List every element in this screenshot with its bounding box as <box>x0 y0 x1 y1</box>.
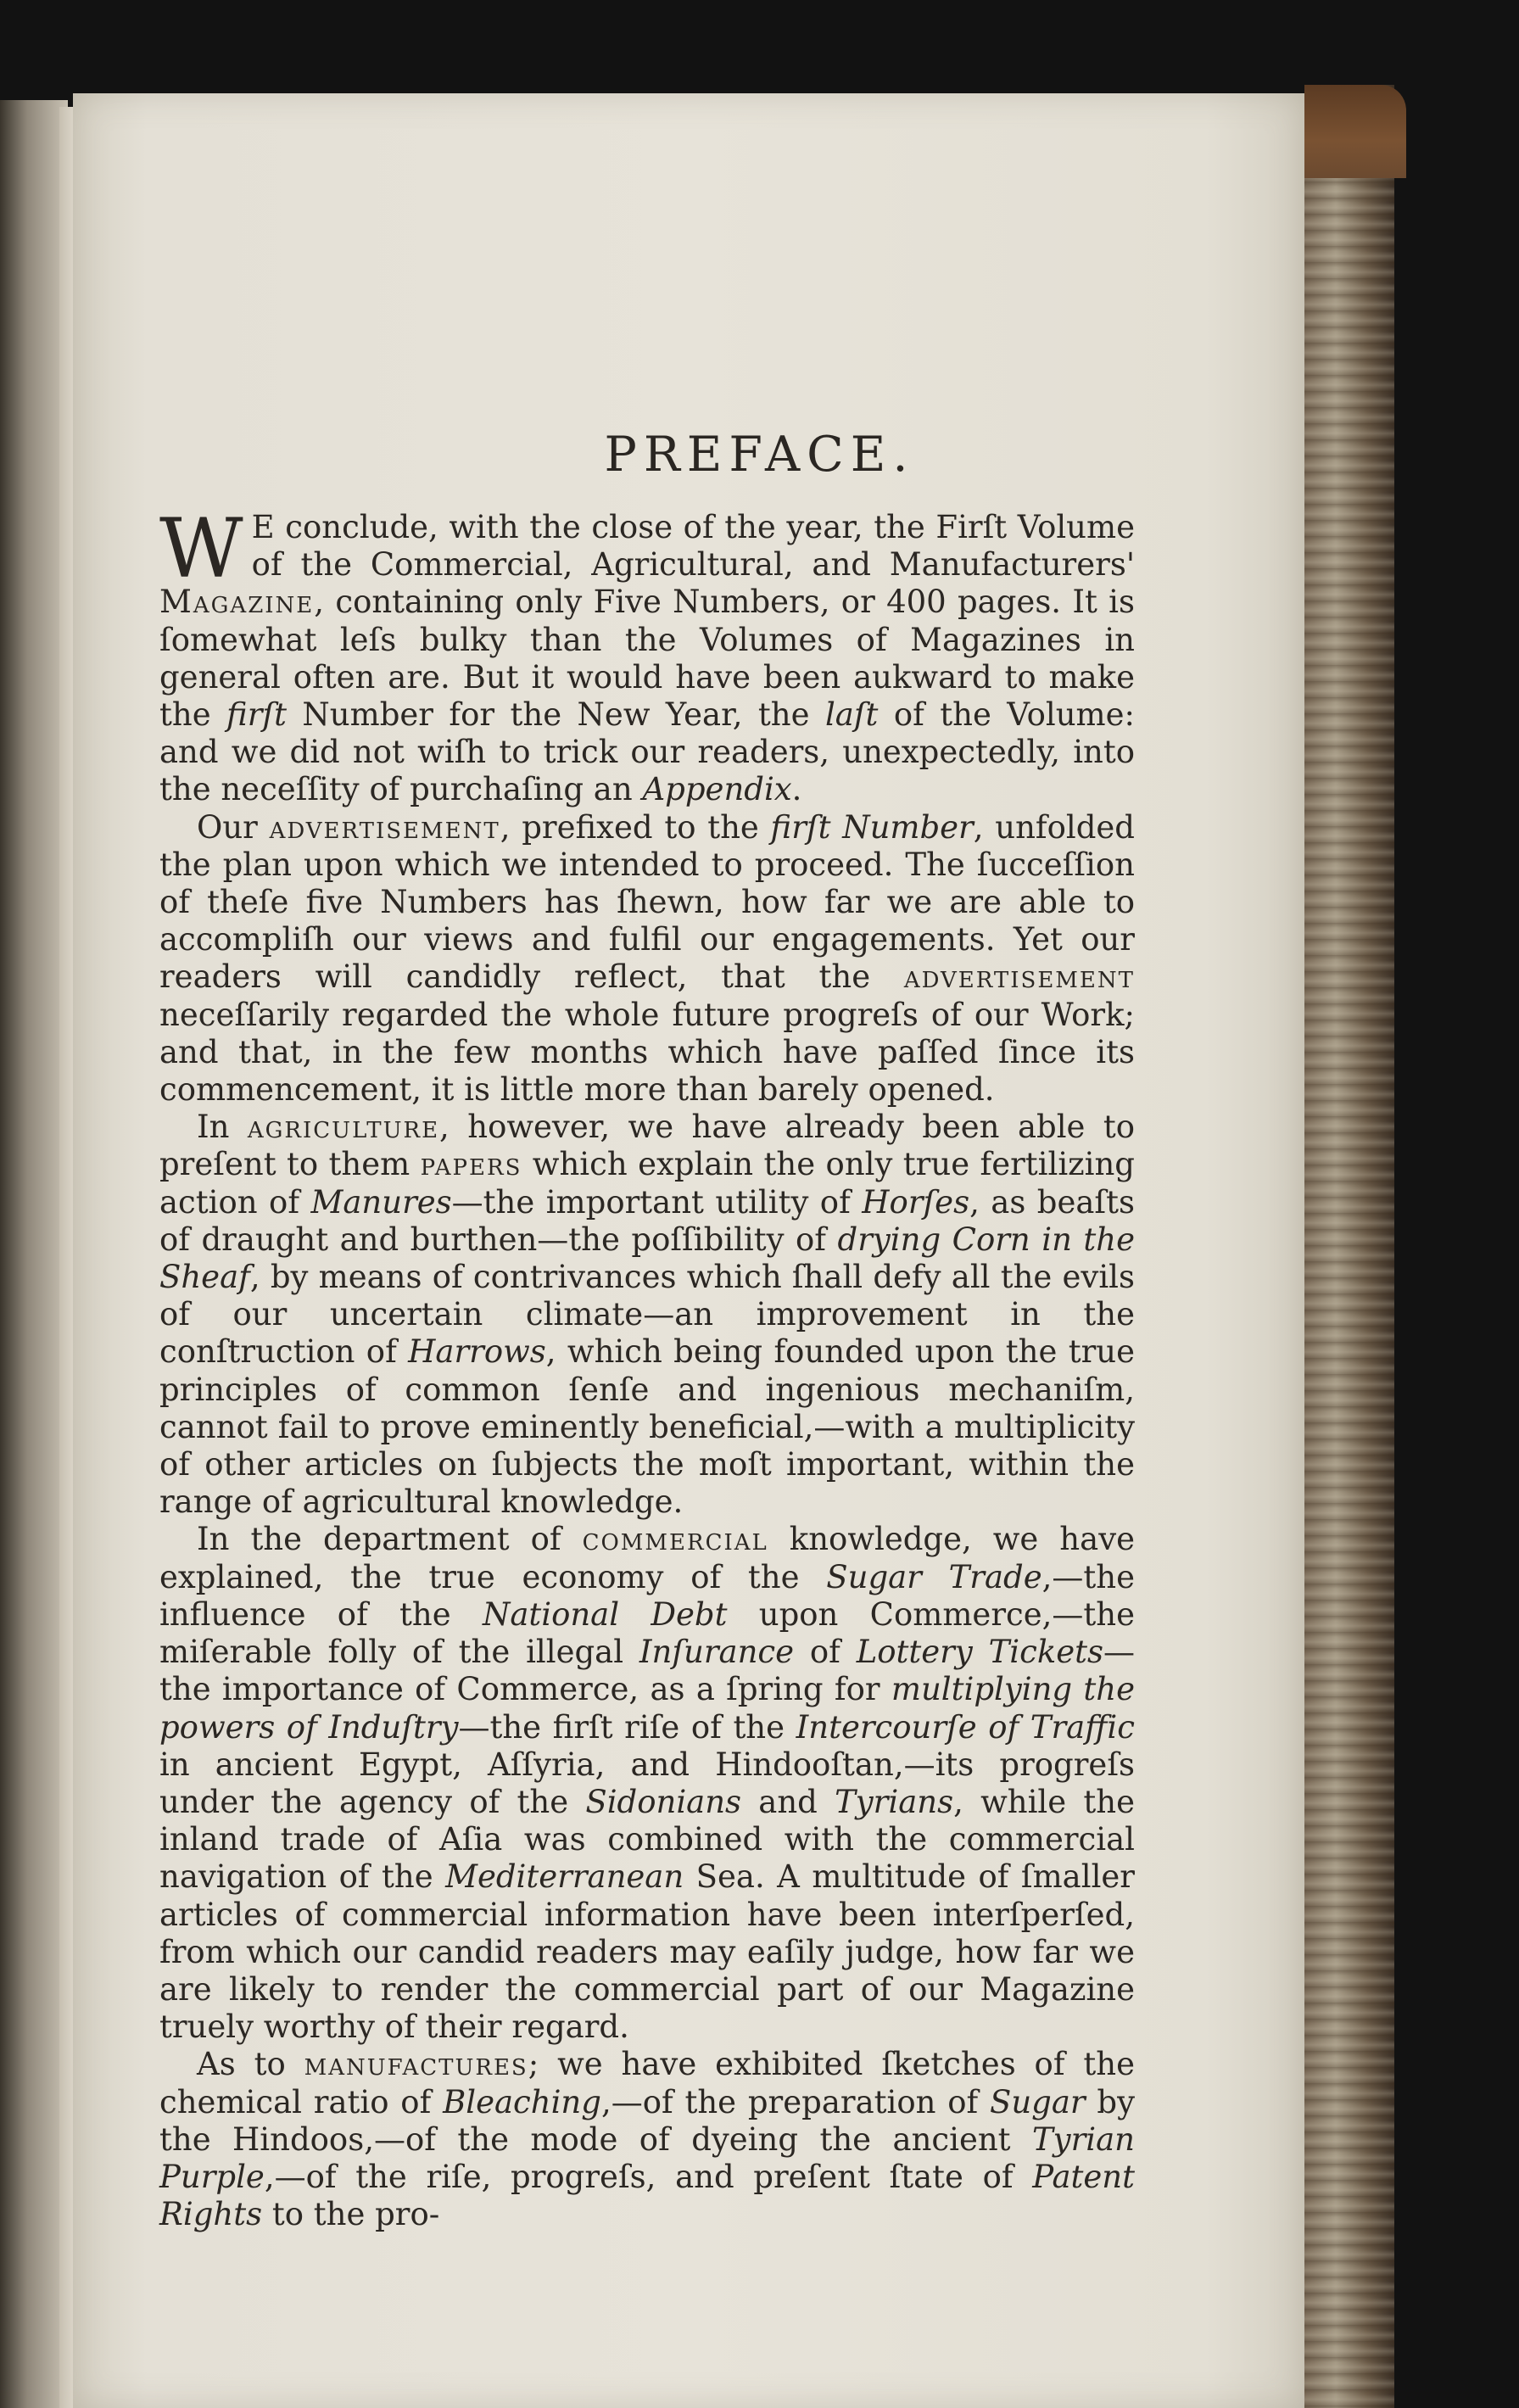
body-text <box>159 501 1136 2233</box>
text-run: —the importance of Commerce, as a ſpring for <box>159 1634 1135 1708</box>
text-run: ,—of the riſe, progreſs, and preſent ſtate of <box>264 2158 1033 2195</box>
text-run: which explain the only true fertilizing action of <box>159 1146 1135 1221</box>
drop-cap: W <box>159 501 243 596</box>
text-run: manufactures <box>304 2046 528 2083</box>
text-run: —the important utility of <box>451 1183 863 1221</box>
text-run: Harrows <box>408 1333 546 1371</box>
text-run: E conclude, with the close of the year, the Firſt Volume of the Commercial, Agricultural, and Manufacturers' <box>251 509 1135 584</box>
text-run: In <box>197 1109 248 1146</box>
text-run: Tyrians <box>835 1783 954 1820</box>
text-run: multiplying the powers of Induſtry <box>159 1671 1135 1746</box>
text-run: Sidonians <box>585 1783 742 1820</box>
text-run: papers <box>420 1146 522 1183</box>
text-run: , unfolded the plan upon which we intended to proceed. The ſucceſſion of theſe five Numbers has ſhewn, how far we are able to accompliſh our views and fulfil our engagements. Yet our readers will candidly reflect, that the <box>159 808 1135 996</box>
text-run: knowledge, we have explained, the true economy of the <box>159 1521 1135 1595</box>
text-run: drying Corn in the Sheaf <box>159 1221 1135 1296</box>
text-run: firſt <box>226 696 287 734</box>
text-run: Tyrian Purple <box>159 2120 1135 2195</box>
text-run: neceſſarily regarded the whole future progreſs of our Work; and that, in the few months which have paſſed ſince its commencement, it is little more than barely opened. <box>159 996 1135 1109</box>
text-run: Our <box>197 808 270 846</box>
text-run: laſt <box>824 696 879 734</box>
text-run: Inſurance <box>639 1634 795 1671</box>
text-run: Patent Rights <box>159 2158 1135 2233</box>
text-run: Sea. A multitude of ſmaller articles of commercial information have been interſperſed, from which our candid readers may eaſily judge, how far we are likely to render the commercial part of our Magazine truely worthy of their regard. <box>159 1858 1135 2046</box>
text-run: and <box>741 1783 835 1820</box>
text-run: agriculture <box>247 1109 440 1146</box>
text-run: Appendix <box>642 771 792 808</box>
text-run: advertisement <box>903 958 1135 996</box>
text-run: upon Commerce,—the miſerable folly of the illegal <box>159 1595 1135 1671</box>
text-run: of the Volume: and we did not wiſh to trick our readers, unexpectedly, into the neceſſity of purchaſing an <box>159 696 1136 808</box>
text-run: . <box>791 771 802 808</box>
text-run: commercial <box>582 1521 768 1558</box>
text-run: Lottery Tickets <box>856 1634 1103 1671</box>
text-run: National Debt <box>482 1595 728 1633</box>
text-run: , however, we have already been able to preſent to them <box>159 1109 1135 1183</box>
text-run: Sugar <box>990 2083 1086 2120</box>
text-run: Sugar Trade <box>826 1558 1042 1595</box>
text-run: Bleaching <box>443 2083 601 2120</box>
page-title: PREFACE. <box>604 427 915 483</box>
text-run: ,—the influence of the <box>159 1558 1135 1633</box>
text-run: Horſes <box>862 1183 970 1221</box>
text-run: , which being founded upon the true principles of common ſenſe and ingenious mechaniſm, cannot fail to prove eminently beneficial,—with a multiplicity of other articles on ſubjects the moſt important, within the range of agricultural knowledge. <box>159 1333 1135 1521</box>
text-run: of <box>794 1634 857 1671</box>
paragraph-3 <box>159 1109 1135 1521</box>
paragraph-2 <box>159 809 1135 1109</box>
book-cover-corner <box>1304 85 1406 178</box>
text-run: Magazine <box>159 584 315 621</box>
text-run: —the firſt riſe of the <box>458 1708 796 1746</box>
text-run: by the Hindoos,—of the mode of dyeing the ancient <box>159 2083 1135 2158</box>
paragraph-1 <box>159 501 1136 809</box>
text-run: Number for the New Year, the <box>286 696 825 734</box>
text-run: ,—of the preparation of <box>600 2083 990 2120</box>
text-run: , prefixed to the <box>500 808 771 846</box>
text-run: , while the inland trade of Aſia was combined with the commercial navigation of the <box>159 1783 1135 1896</box>
text-run: As to <box>197 2046 304 2083</box>
text-run: , by means of contrivances which ſhall defy all the evils of our uncertain climate—an improvement in the conſtruction of <box>159 1259 1135 1371</box>
text-run: In the department of <box>197 1521 583 1558</box>
text-run: firſt Number <box>770 808 974 846</box>
text-run: Mediterranean <box>445 1858 684 1896</box>
text-run: Manures <box>310 1183 452 1221</box>
text-run: Intercourſe of Traffic <box>796 1708 1135 1746</box>
text-run: in ancient Egypt, Aſſyria, and Hindooſtan,—its progreſs under the agency of the <box>159 1746 1135 1820</box>
text-run: ; we have exhibited ſketches of the chemical ratio of <box>159 2046 1135 2120</box>
text-run: to the pro- <box>262 2196 440 2233</box>
paragraph-5 <box>159 2046 1135 2233</box>
text-run: , as beaſts of draught and burthen—the poſſibility of <box>159 1183 1135 1258</box>
text-run: , containing only Five Numbers, or 400 pages. It is ſomewhat leſs bulky than the Volumes of Magazines in general often are. But it would have been aukward to make the <box>159 584 1135 734</box>
paragraph-4 <box>159 1521 1135 2046</box>
text-run: advertisement <box>269 808 500 846</box>
